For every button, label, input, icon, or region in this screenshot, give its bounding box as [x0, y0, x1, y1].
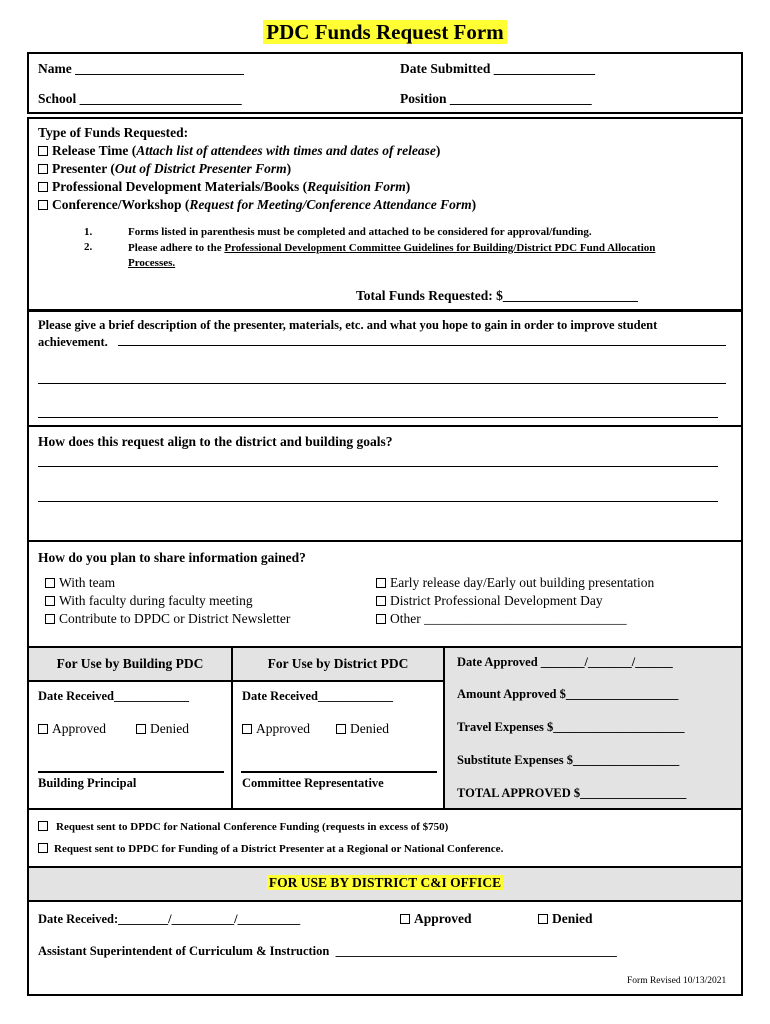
note-text: Forms listed in parenthesis must be completed and attached to be considered for approval/funding. — [128, 226, 592, 238]
committee-representative-label: Committee Representative — [242, 776, 384, 790]
ci-approved-option[interactable]: Approved — [400, 911, 472, 927]
building-approved-option[interactable]: Approved — [38, 721, 106, 737]
checkbox-icon[interactable] — [45, 614, 55, 624]
building-signature-line[interactable] — [38, 771, 224, 773]
share-option-faculty[interactable]: With faculty during faculty meeting — [45, 593, 253, 609]
building-principal-label: Building Principal — [38, 776, 137, 790]
school-field[interactable]: School ________________________ — [38, 91, 242, 106]
funds-heading: Type of Funds Requested: — [38, 125, 189, 140]
share-option-newsletter[interactable]: Contribute to DPDC or District Newsletter — [45, 611, 290, 627]
request-national-conference[interactable]: Request sent to DPDC for National Conference Funding (requests in excess of $750) — [38, 821, 448, 833]
answer-line[interactable] — [38, 466, 718, 467]
checkbox-icon[interactable] — [400, 914, 410, 924]
answer-line[interactable] — [38, 383, 726, 384]
share-question: How do you plan to share information gained? — [38, 550, 306, 565]
district-pdc-header: For Use by District PDC — [231, 646, 445, 682]
funds-option-presenter[interactable]: Presenter (Out of District Presenter Form) — [38, 161, 291, 177]
building-pdc-header: For Use by Building PDC — [27, 646, 233, 682]
total-funds-field[interactable]: Total Funds Requested: $____________________ — [356, 288, 638, 303]
checkbox-icon[interactable] — [38, 200, 48, 210]
checkbox-icon[interactable] — [38, 164, 48, 174]
checkbox-icon[interactable] — [538, 914, 548, 924]
checkbox-icon[interactable] — [38, 843, 48, 853]
guidelines-link[interactable]: Professional Development Committee Guidelines for Building/District PDC Fund Allocation Processes. — [128, 242, 656, 269]
district-denied-option[interactable]: Denied — [336, 721, 389, 737]
share-option-team[interactable]: With team — [45, 575, 115, 591]
amount-approved-field[interactable]: Amount Approved $__________________ — [457, 687, 679, 701]
building-denied-option[interactable]: Denied — [136, 721, 189, 737]
checkbox-icon[interactable] — [38, 724, 48, 734]
building-date-received[interactable]: Date Received____________ — [38, 689, 190, 703]
share-option-district-pd-day[interactable]: District Professional Development Day — [376, 593, 603, 609]
funds-option-conference[interactable]: Conference/Workshop (Request for Meeting/Conference Attendance Form) — [38, 197, 476, 213]
checkbox-icon[interactable] — [38, 182, 48, 192]
substitute-expenses-field[interactable]: Substitute Expenses $_________________ — [457, 753, 680, 767]
checkbox-icon[interactable] — [242, 724, 252, 734]
checkbox-icon[interactable] — [45, 578, 55, 588]
page-title: PDC Funds Request Form — [0, 20, 770, 45]
share-option-early-release[interactable]: Early release day/Early out building presentation — [376, 575, 654, 591]
funds-option-materials[interactable]: Professional Development Materials/Books (Requisition Form) — [38, 179, 410, 195]
form-revised-date: Form Revised 10/13/2021 — [627, 976, 727, 986]
checkbox-icon[interactable] — [376, 614, 386, 624]
checkbox-icon[interactable] — [136, 724, 146, 734]
note-text: Please adhere to the Professional Development Committee Guidelines for Building/District PDC Fund Allocation Processes. — [128, 242, 656, 269]
ci-date-received-field[interactable]: Date Received:________/__________/__________ — [38, 912, 301, 926]
request-district-presenter[interactable]: Request sent to DPDC for Funding of a District Presenter at a Regional or National Conference. — [38, 843, 503, 855]
checkbox-icon[interactable] — [376, 578, 386, 588]
date-approved-field[interactable]: Date Approved _______/_______/______ — [457, 655, 673, 669]
funds-option-release-time[interactable]: Release Time (Attach list of attendees with times and dates of release) — [38, 143, 440, 159]
note-number: 2. — [84, 241, 93, 253]
checkbox-icon[interactable] — [38, 146, 48, 156]
answer-line[interactable] — [118, 345, 726, 346]
note-number: 1. — [84, 226, 93, 238]
goals-question: How does this request align to the district and building goals? — [38, 434, 393, 449]
answer-line[interactable] — [38, 501, 718, 502]
asst-superintendent-signature[interactable]: Assistant Superintendent of Curriculum & Instruction _____________________________________________ — [38, 944, 617, 958]
description-question: Please give a brief description of the presenter, materials, etc. and what you hope to gain in order to improve student achievement. — [38, 318, 658, 349]
district-approved-option[interactable]: Approved — [242, 721, 310, 737]
ci-denied-option[interactable]: Denied — [538, 911, 593, 927]
total-approved-field[interactable]: TOTAL APPROVED $_________________ — [457, 786, 687, 800]
requests-section — [27, 808, 743, 868]
date-submitted-field[interactable]: Date Submitted _______________ — [400, 61, 595, 76]
ci-office-title: FOR USE BY DISTRICT C&I OFFICE — [268, 875, 502, 890]
checkbox-icon[interactable] — [376, 596, 386, 606]
checkbox-icon[interactable] — [336, 724, 346, 734]
checkbox-icon[interactable] — [38, 821, 48, 831]
position-field[interactable]: Position _____________________ — [400, 91, 592, 106]
travel-expenses-field[interactable]: Travel Expenses $_____________________ — [457, 720, 685, 734]
answer-line[interactable] — [38, 417, 718, 418]
district-date-received[interactable]: Date Received____________ — [242, 689, 394, 703]
name-field[interactable]: Name _________________________ — [38, 61, 244, 76]
district-signature-line[interactable] — [241, 771, 437, 773]
share-option-other[interactable]: Other ______________________________ — [376, 611, 627, 627]
checkbox-icon[interactable] — [45, 596, 55, 606]
